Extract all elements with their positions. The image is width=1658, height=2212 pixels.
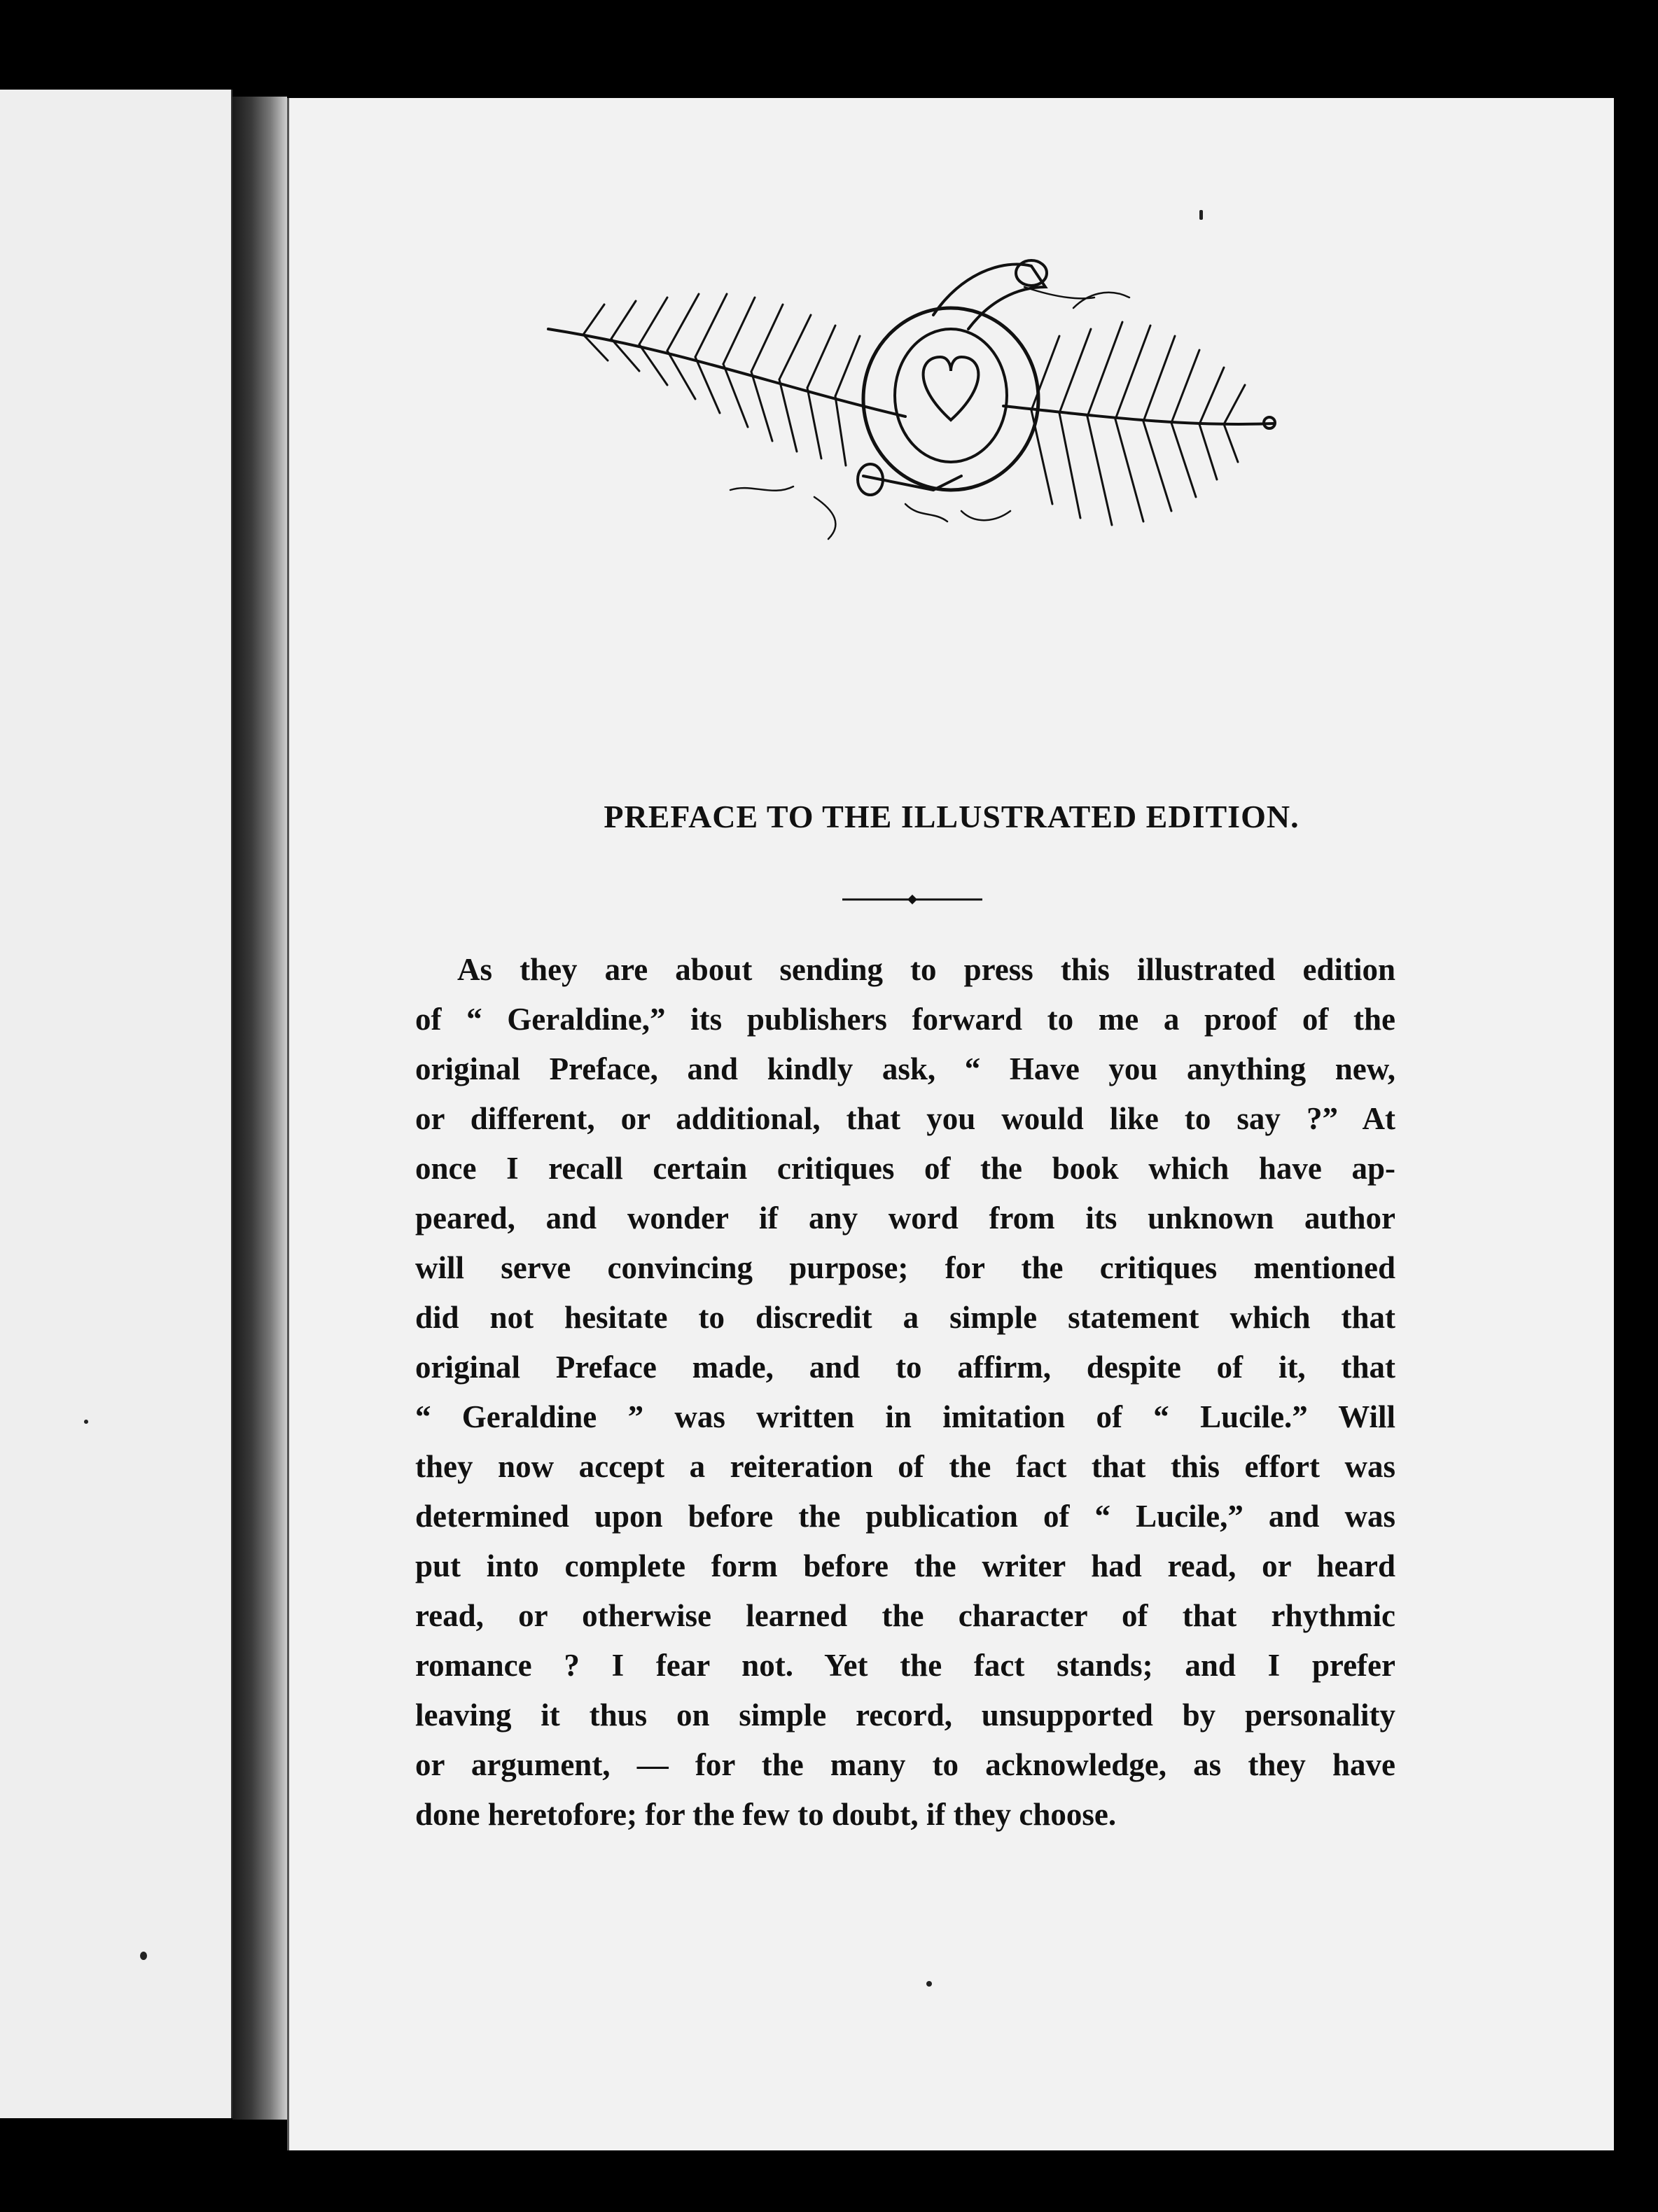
- paragraph-line: will serve convincing purpose; for the critiques mentioned: [415, 1250, 1395, 1285]
- paragraph-line: of “ Geraldine,” its publishers forward to me a proof of the: [415, 1002, 1395, 1037]
- paragraph-line: they now accept a reiteration of the fact that this effort was: [415, 1449, 1395, 1484]
- ink-speck: [926, 1981, 932, 1987]
- book-gutter-shadow: [232, 97, 287, 2120]
- paragraph-line: determined upon before the publication of “ Lucile,” and was: [415, 1499, 1395, 1534]
- ink-speck: [140, 1952, 147, 1960]
- paragraph-line: did not hesitate to discredit a simple statement which that: [415, 1300, 1395, 1335]
- paragraph-line: or argument, — for the many to acknowledge, as they have: [415, 1747, 1395, 1782]
- paragraph-line: peared, and wonder if any word from its unknown author: [415, 1200, 1395, 1236]
- ink-speck: [1199, 210, 1203, 220]
- facing-page-left: [0, 90, 232, 2118]
- title-divider-rule: [842, 892, 982, 906]
- paragraph-line: original Preface made, and to affirm, despite of it, that: [415, 1350, 1395, 1385]
- paragraph-line: once I recall certain critiques of the book which have ap-: [415, 1151, 1395, 1186]
- paragraph-line: romance ? I fear not. Yet the fact stands; and I prefer: [415, 1648, 1395, 1683]
- paragraph-line: put into complete form before the writer had read, or heard: [415, 1548, 1395, 1583]
- ink-speck: [84, 1420, 88, 1424]
- ornament-illustration: [541, 245, 1283, 567]
- paragraph-line: As they are about sending to press this illustrated edition: [457, 952, 1395, 987]
- paragraph-line: original Preface, and kindly ask, “ Have you anything new,: [415, 1051, 1395, 1086]
- paragraph-line: “ Geraldine ” was written in imitation of “ Lucile.” Will: [415, 1399, 1395, 1434]
- paragraph-line: leaving it thus on simple record, unsupported by personality: [415, 1698, 1395, 1732]
- book-page: [287, 98, 1614, 2150]
- paragraph-line: read, or otherwise learned the character of that rhythmic: [415, 1598, 1395, 1633]
- paragraph-line: or different, or additional, that you would like to say ?” At: [415, 1101, 1395, 1136]
- paragraph-line: done heretofore; for the few to doubt, if they choose.: [415, 1797, 1117, 1832]
- preface-paragraph: [415, 945, 1395, 1840]
- page-title: PREFACE TO THE ILLUSTRATED EDITION.: [604, 799, 1300, 834]
